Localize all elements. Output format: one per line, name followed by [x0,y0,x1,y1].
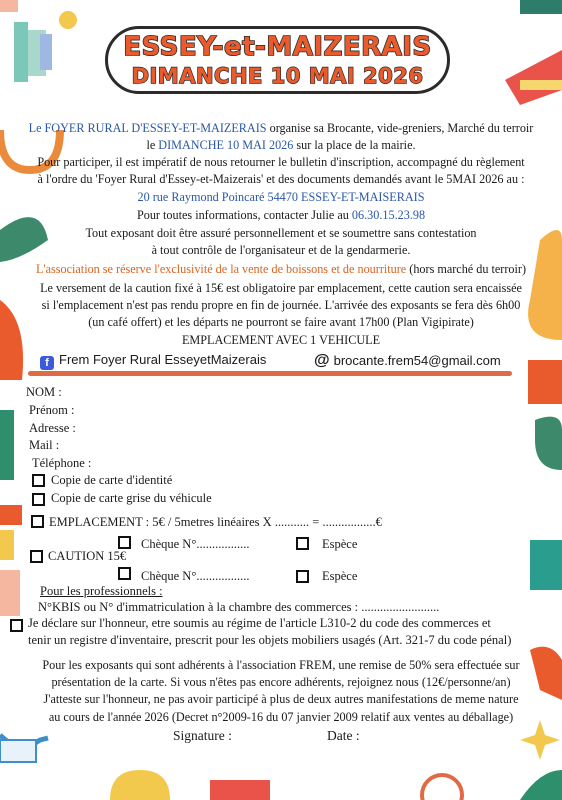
footer-line: présentation de la carte. Si vous n'êtes pas encore adhérents, rejoignez nous (12€/personne/an) [51,675,511,689]
deco-shape [422,775,462,800]
declaration-line: tenir un registre d'inventaire, prescrit pour les objets mobiliers usagés (Art. 321-7 du code pénal) [28,633,512,647]
espece-label-1: Espèce [322,537,358,551]
footer-line: Pour les exposants qui sont adhérents à l'association FREM, une remise de 50% sera effectuée sur [42,658,520,672]
deco-shape [528,360,562,404]
intro-line: Le FOYER RURAL D'ESSEY-ET-MAIZERAIS organise sa Brocante, vide-greniers, Marché du terroir [28,121,534,135]
facebook-contact[interactable]: f Frem Foyer Rural EsseyetMaizerais [40,352,266,370]
date-label: Date : [327,728,360,743]
cheque-checkbox-1[interactable] [118,536,131,549]
professionals-heading: Pour les professionnels : [40,584,163,598]
intro-line: Pour participer, il est impératif de nous retourner le bulletin d'inscription, accompagné du règlement [37,155,525,169]
deco-shape [520,80,562,90]
registration-card-checkbox[interactable] [32,493,45,506]
intro-line: Pour toutes informations, contacter Julie au 06.30.15.23.98 [136,208,426,222]
deco-shape [0,505,22,525]
mail-field-label: Mail : [29,438,60,452]
footer-line: J'atteste sur l'honneur, ne pas avoir participé à plus de deux autres manifestations de meme nature [43,692,519,706]
phone-number: 06.30.15.23.98 [351,208,426,222]
at-icon: @ [314,352,330,369]
deco-shape [0,410,14,480]
exclusivity-notice: L'association se réserve l'exclusivité de la vente de boissons et de nourriture [35,262,407,276]
emplacement-checkbox[interactable] [31,515,44,528]
deco-shape [0,0,18,12]
prenom-field-label: Prénom : [29,403,75,417]
deco-shape [0,530,14,560]
deco-shape [530,540,562,590]
cheque-checkbox-2[interactable] [118,567,131,580]
intro-line: Tout exposant doit être assuré personnellement et se soumettre sans contestation [85,226,477,240]
deco-shape [520,770,562,800]
intro-line: le DIMANCHE 10 MAI 2026 sur la place de la mairie. [146,138,416,152]
id-card-checkbox[interactable] [32,474,45,487]
event-date: DIMANCHE 10 MAI 2026 [158,138,294,152]
vehicle-notice: EMPLACEMENT AVEC 1 VEHICULE [181,333,381,347]
facebook-icon: f [40,356,54,370]
deco-shape [40,34,52,70]
deco-shape [535,417,562,470]
deco-shape [14,22,28,82]
contact-underline [28,371,512,376]
event-title: ESSEY-et-MAIZERAIS [123,32,432,62]
title-banner [105,26,450,94]
kbis-field-label: N°KBIS ou N° d'immatriculation à la chambre des commerces : ......................... [38,600,440,614]
deco-shape [520,720,560,760]
intro-line: si l'emplacement n'est pas rendu propre en fin de journée. L'arrivée des exposants se fera dès 6h00 [41,298,521,312]
id-card-label: Copie de carte d'identité [51,473,173,487]
cheque-label-1: Chèque N°................. [141,537,250,551]
espece-checkbox-2[interactable] [296,570,309,583]
caution-label: CAUTION 15€ [48,549,127,563]
espece-label-2: Espèce [322,569,358,583]
caution-checkbox[interactable] [30,550,43,563]
nom-field-label: NOM : [26,385,62,399]
declaration-line: Je déclare sur l'honneur, etre soumis au régime de l'article L310-2 du code des commerces et [28,616,491,630]
deco-shape [505,50,562,105]
intro-line: (un café offert) et les départs ne pourront se faire avant 17h00 (Plan Vigipirate) [88,315,474,329]
adresse-field-label: Adresse : [29,421,76,435]
espece-checkbox-1[interactable] [296,537,309,550]
deco-shape [210,780,270,800]
registration-card-label: Copie de carte grise du véhicule [51,491,212,505]
intro-line: à l'ordre du 'Foyer Rural d'Essey-et-Maizerais' et des documents demandés avant le 5MAI 2026 au : [37,172,525,186]
email-contact[interactable]: @ brocante.frem54@gmail.com [314,352,501,369]
postal-address: 20 rue Raymond Poincaré 54470 ESSEY-ET-MAISERAIS [137,190,425,204]
deco-shape [0,740,36,762]
deco-shape [59,11,77,29]
intro-line: L'association se réserve l'exclusivité de la vente de boissons et de nourriture (hors marché du terroir) [35,262,527,276]
declaration-checkbox[interactable] [10,619,23,632]
intro-line: Le versement de la caution fixé à 15€ est obligatoire par emplacement, cette caution sera encaissée [40,281,522,295]
deco-shape [0,570,20,616]
telephone-field-label: Téléphone : [32,456,92,470]
signature-label: Signature : [173,728,232,743]
deco-shape [520,0,562,14]
deco-shape [110,770,170,800]
intro-line: à tout contrôle de l'organisateur et de la gendarmerie. [151,243,411,257]
event-date-title: DIMANCHE 10 MAI 2026 [131,64,424,88]
footer-line: au cours de l'année 2026 (Decret n°2009-16 du 07 janvier 2009 relatif aux ventes au déballage) [48,710,514,724]
organizer-name: FOYER RURAL D'ESSEY-ET-MAIZERAIS [44,121,267,135]
cheque-label-2: Chèque N°................. [141,569,250,583]
emplacement-label: EMPLACEMENT : 5€ / 5metres linéaires X ........... = .................€ [49,515,382,529]
